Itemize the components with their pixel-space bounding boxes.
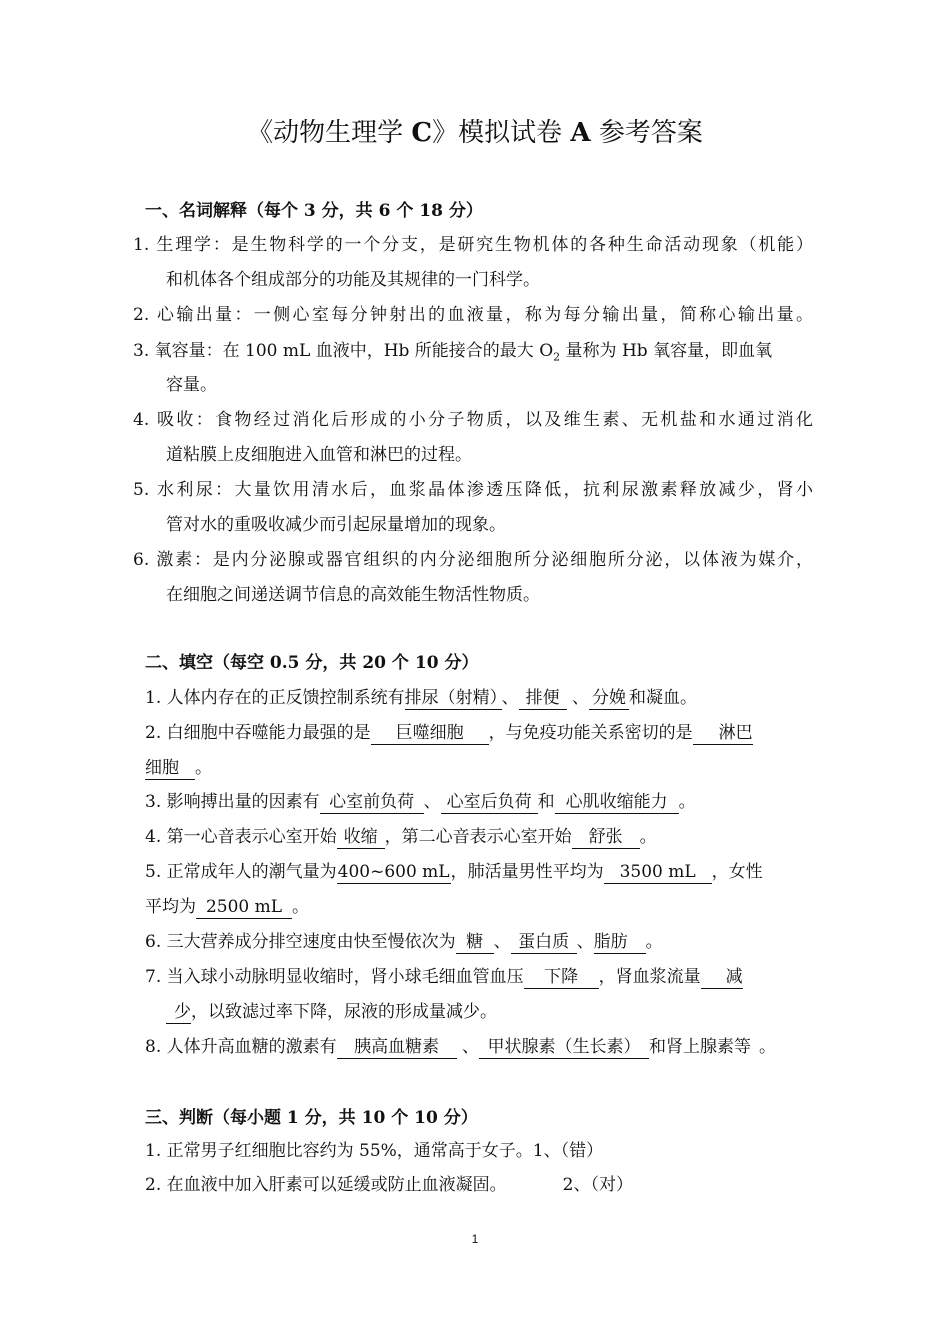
definition-2: 2. 心输出量：一侧心室每分钟射出的血液量，称为每分输出量，简称心输出量。	[133, 305, 813, 325]
definition-6-line-1: 6. 激素：是内分泌腺或器官组织的内分泌细胞所分泌细胞所分泌，以体液为媒介，	[133, 550, 813, 570]
section-heading-definitions: 一、名词解释（每个 3 分，共 6 个 18 分）	[145, 201, 483, 221]
fill-question-5: 5. 正常成年人的潮气量为400~600 mL，肺活量男性平均为 3500 mL ，女性	[145, 862, 763, 882]
definition-4-line-1: 4. 吸收：食物经过消化后形成的小分子物质，以及维生素、无机盐和水通过消化	[133, 410, 813, 430]
section-heading-fill-in: 二、填空（每空 0.5 分，共 20 个 10 分）	[145, 653, 479, 673]
fill-question-7-cont: 少，以致滤过率下降，尿液的形成量减少。	[166, 1000, 806, 1024]
fill-question-6: 6. 三大营养成分排空速度由快至慢依次为 糖 、 蛋白质 、脂肪 。	[145, 932, 663, 952]
definition-3-line-1: 3. 氧容量：在 100 mL 血液中，Hb 所能接合的最大 $O_2$ 量称为 Hb 氧容量，即血氧	[133, 341, 773, 364]
fill-question-1: 1. 人体内存在的正反馈控制系统有排尿（射精）、 排便 、 分娩 和凝血。	[145, 688, 698, 708]
fill-question-4: 4. 第一心音表示心室开始 收缩 ，第二心音表示心室开始 舒张 。	[145, 827, 657, 847]
definition-1-line-2: 和机体各个组成部分的功能及其规律的一门科学。	[166, 270, 540, 290]
definition-4-line-2: 道粘膜上皮细胞进入血管和淋巴的过程。	[166, 445, 472, 465]
fill-question-2-cont: 细胞 。	[145, 758, 212, 778]
fill-question-7: 7. 当入球小动脉明显收缩时，肾小球毛细血管血压 下降 ，肾血浆流量 减	[145, 967, 743, 987]
page-title: 《动物生理学 C》模拟试卷 A 参考答案	[247, 118, 703, 148]
true-false-question-2: 2. 在血液中加入肝素可以延缓或防止血液凝固。 2、（对）	[145, 1175, 633, 1195]
fill-question-5-cont: 平均为 2500 mL 。	[145, 897, 309, 917]
definition-5-line-1: 5. 水利尿：大量饮用清水后，血浆晶体渗透压降低，抗利尿激素释放减少，肾小	[133, 480, 813, 500]
page-number: 1	[471, 1232, 479, 1246]
fill-question-3: 3. 影响搏出量的因素有 心室前负荷 、 心室后负荷 和 心肌收缩能力 。	[145, 792, 696, 812]
true-false-question-1: 1. 正常男子红细胞比容约为 55%，通常高于女子。1、（错）	[145, 1141, 604, 1161]
definition-3-line-2: 容量。	[166, 375, 217, 395]
section-heading-true-false: 三、判断（每小题 1 分，共 10 个 10 分）	[145, 1108, 478, 1128]
fill-question-8: 8. 人体升高血糖的激素有 胰高血糖素 、 甲状腺素（生长素） 和肾上腺素等 。	[145, 1037, 777, 1057]
definition-6-line-2: 在细胞之间递送调节信息的高效能生物活性物质。	[166, 585, 540, 605]
fill-question-2: 2. 白细胞中吞噬能力最强的是 巨噬细胞 ，与免疫功能关系密切的是 淋巴	[145, 723, 753, 743]
definition-5-line-2: 管对水的重吸收减少而引起尿量增加的现象。	[166, 515, 506, 535]
definition-1-line-1: 1. 生理学：是生物科学的一个分支，是研究生物机体的各种生命活动现象（机能）	[133, 235, 813, 255]
